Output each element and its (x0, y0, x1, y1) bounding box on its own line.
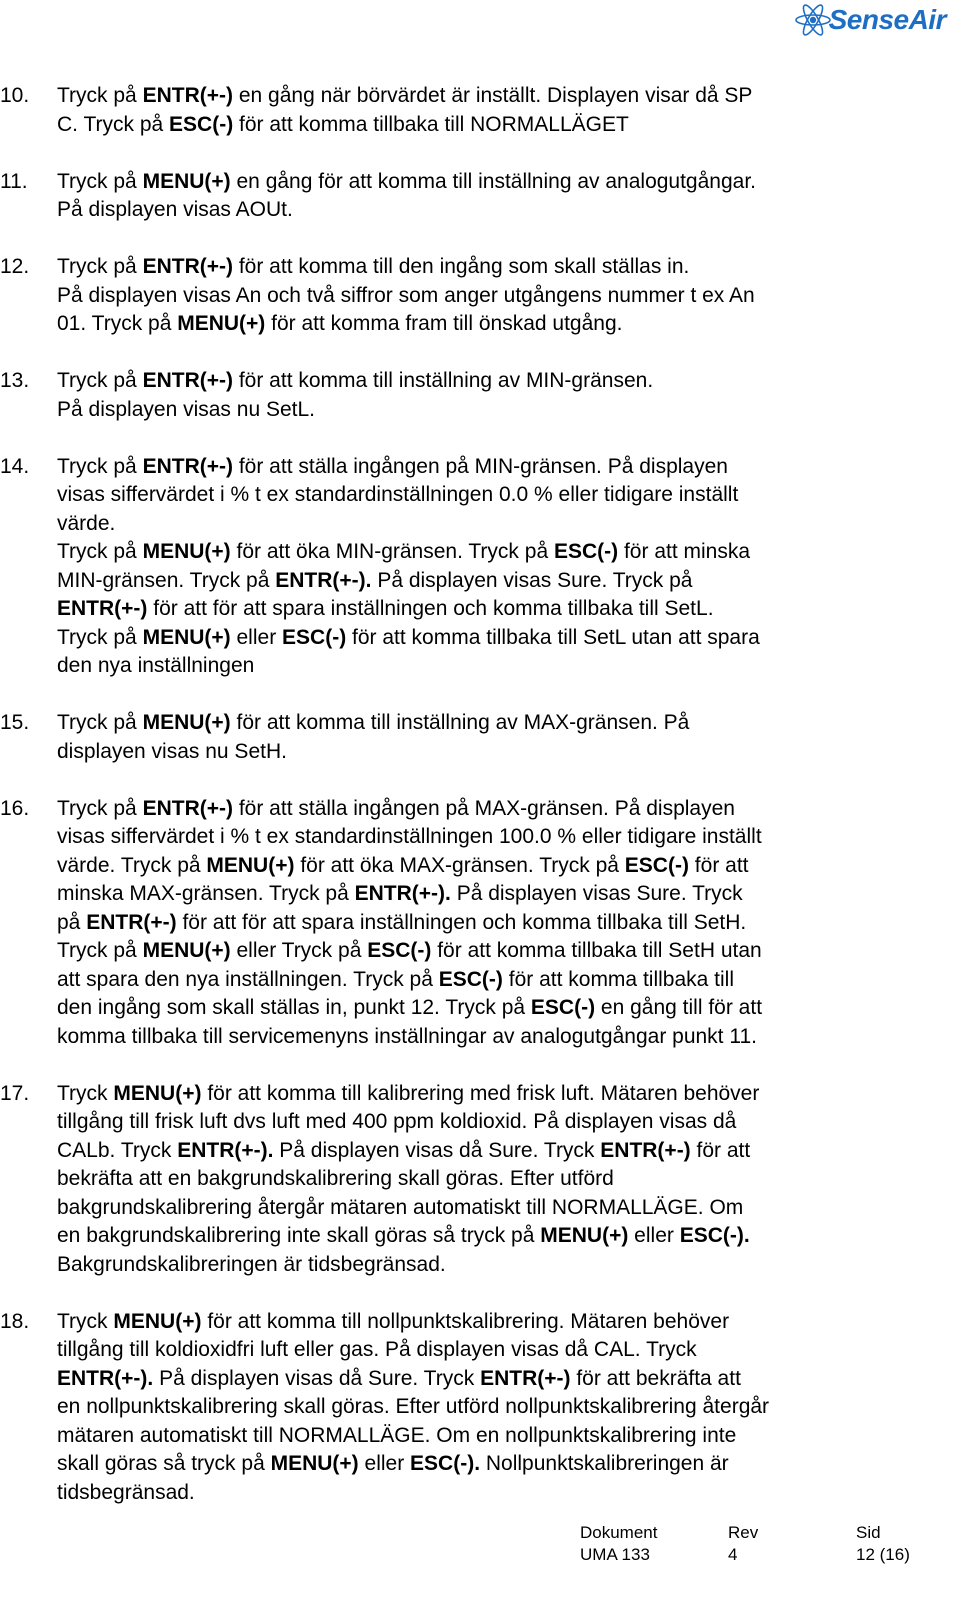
item-text-line (57, 367, 920, 396)
key-label: MENU(+) (177, 312, 266, 335)
text-segment: Tryck på (57, 84, 143, 107)
item-text-line (57, 1137, 920, 1166)
text-segment: Tryck (57, 1081, 114, 1105)
item-text-line (57, 567, 920, 596)
footer-revision: 4 (728, 1545, 738, 1564)
text-segment: CALb. Tryck (57, 1138, 178, 1162)
text-segment: eller (358, 1452, 411, 1475)
key-label: ENTR(+-). (275, 568, 372, 592)
text-segment: för att ställa ingången på MAX-gränsen. På displayen (233, 796, 735, 820)
item-text-line (57, 396, 920, 425)
item-text-line (57, 966, 920, 995)
key-label: ESC(-) (367, 939, 432, 962)
item-text-line (57, 111, 920, 140)
text-segment: mätaren automatiskt till NORMALLÄGE. Om en nollpunktskalibrering inte (57, 1423, 737, 1447)
item-number: 11. (0, 169, 28, 193)
key-label: ENTR(+-) (142, 255, 233, 278)
footer-page-number: 12 (16) (856, 1545, 910, 1564)
item-number: 13. (0, 369, 30, 392)
item-text-line (57, 1194, 920, 1223)
text-segment: en bakgrundskalibrering inte skall göras så tryck på (57, 1224, 541, 1247)
text-segment: eller Tryck på (230, 939, 368, 962)
text-segment: för att komma till inställning av MIN-gränsen. (233, 369, 654, 392)
item-text-line (57, 823, 920, 852)
key-label: ESC(-). (410, 1452, 481, 1475)
text-segment: På displayen visas då Sure. Tryck (153, 1366, 481, 1390)
text-segment: värde. (57, 511, 116, 535)
key-label: ENTR(+-) (142, 796, 233, 820)
text-segment: för att komma tillbaka till SetH utan (431, 939, 762, 962)
instruction-list (0, 82, 920, 1536)
text-segment: Tryck på (57, 796, 143, 820)
key-label: MENU(+) (540, 1224, 629, 1247)
text-segment: bekräfta att en bakgrundskalibrering skall göras. Efter utförd (57, 1167, 614, 1190)
key-label: ENTR(+-) (480, 1366, 571, 1390)
key-label: ENTR(+-). (57, 1366, 154, 1390)
text-segment: för att öka MIN-gränsen. Tryck på (230, 540, 554, 563)
footer-label-document: Dokument (580, 1523, 658, 1542)
item-text-line (57, 1251, 920, 1280)
text-segment: för att öka MAX-gränsen. Tryck på (294, 853, 625, 877)
key-label: ESC(-) (624, 853, 689, 877)
item-text-line (57, 453, 920, 482)
text-segment: Tryck på (57, 369, 143, 392)
text-segment: eller (628, 1224, 680, 1247)
list-item (0, 795, 920, 1052)
item-text-line (57, 937, 920, 966)
item-text-line (57, 168, 920, 197)
text-segment: en nollpunktskalibrering skall göras. Efter utförd nollpunktskalibrering återgår (57, 1395, 770, 1418)
item-text-line (57, 82, 920, 111)
text-segment: en gång till för att (595, 996, 763, 1019)
item-text-line (57, 1023, 920, 1052)
text-segment: På displayen visas Sure. Tryck på (371, 568, 693, 592)
item-text-line (57, 1479, 920, 1508)
item-number: 15. (0, 711, 30, 734)
text-segment: för att komma till den ingång som skall ställas in. (233, 255, 690, 278)
text-segment: för att för att spara inställningen och komma tillbaka till SetH. (176, 910, 747, 934)
text-segment: Tryck på (57, 540, 143, 563)
list-item (0, 168, 920, 225)
key-label: MENU(+) (113, 1081, 202, 1105)
item-text-line (57, 738, 920, 767)
text-segment: skall göras så tryck på (57, 1452, 271, 1475)
text-segment: Tryck på (57, 711, 143, 734)
text-segment: Tryck på (57, 939, 143, 962)
key-label: ENTR(+-) (142, 454, 233, 478)
item-text-line (57, 652, 920, 681)
key-label: ESC(-) (169, 112, 234, 136)
key-label: ENTR(+-). (354, 882, 451, 905)
page-footer (580, 1522, 910, 1566)
text-segment: för att för att spara inställningen och komma tillbaka till SetL. (147, 597, 714, 620)
text-segment: På displayen visas An och två siffror som anger utgångens nummer t ex An (57, 283, 755, 307)
text-segment: Tryck på (57, 169, 143, 193)
footer-values (580, 1544, 910, 1566)
logo-text: SenseAir (828, 4, 946, 35)
text-segment: värde. Tryck på (57, 853, 207, 877)
text-segment: för att komma tillbaka till SetL utan att spara (346, 625, 760, 649)
item-text-line (57, 994, 920, 1023)
item-text-line (57, 510, 920, 539)
item-text-line (57, 595, 920, 624)
key-label: ENTR(+-) (86, 910, 177, 934)
item-number: 14. (0, 454, 30, 478)
item-text-line (57, 1393, 920, 1422)
text-segment: komma tillbaka till servicemenyns inställningar av analogutgångar punkt 11. (57, 1024, 757, 1048)
item-text-line (57, 852, 920, 881)
text-segment: eller (230, 625, 283, 649)
text-segment: minska MAX-gränsen. Tryck på (57, 882, 355, 905)
text-segment: visas siffervärdet i % t ex standardinställningen 0.0 % eller tidigare inställt (57, 483, 739, 506)
footer-document-number: UMA 133 (580, 1545, 650, 1564)
text-segment: bakgrundskalibrering återgår mätaren automatiskt till NORMALLÄGE. Om (57, 1195, 744, 1219)
list-item (0, 453, 920, 681)
text-segment: MIN-gränsen. Tryck på (57, 568, 276, 592)
item-text-line (57, 709, 920, 738)
text-segment: 01. Tryck på (57, 312, 178, 335)
text-segment: för att komma till nollpunktskalibrering. Mätaren behöver (201, 1309, 730, 1333)
text-segment: för att (690, 1138, 751, 1162)
text-segment: Tryck på (57, 454, 143, 478)
item-text-line (57, 1365, 920, 1394)
text-segment: för att komma till kalibrering med frisk luft. Mätaren behöver (201, 1081, 760, 1105)
item-text-line (57, 1165, 920, 1194)
footer-label-rev: Rev (728, 1523, 759, 1542)
senseair-logo (793, 2, 946, 38)
item-text-line (57, 1080, 920, 1109)
key-label: ENTR(+-) (142, 369, 233, 392)
key-label: MENU(+) (142, 711, 231, 734)
key-label: MENU(+) (142, 540, 231, 563)
item-text-line (57, 481, 920, 510)
item-text-line (57, 282, 920, 311)
text-segment: tillgång till frisk luft dvs luft med 400 ppm koldioxid. På displayen visas då (57, 1110, 737, 1133)
text-segment: På displayen visas AOUt. (57, 198, 293, 221)
list-item (0, 82, 920, 139)
text-segment: C. Tryck på (57, 112, 170, 136)
text-segment: att spara den nya inställningen. Tryck på (57, 967, 439, 991)
text-segment: för att (688, 853, 749, 877)
item-number: 18. (0, 1309, 30, 1333)
logo-star-icon (793, 2, 833, 38)
text-segment: för att minska (618, 540, 751, 563)
item-text-line (57, 253, 920, 282)
list-item (0, 1308, 920, 1508)
item-text-line (57, 1308, 920, 1337)
footer-labels (580, 1522, 910, 1544)
list-item (0, 1080, 920, 1280)
footer-label-page: Sid (856, 1523, 881, 1542)
key-label: ESC(-) (438, 967, 503, 991)
text-segment: Tryck på (57, 255, 143, 278)
text-segment: tillgång till koldioxidfri luft eller gas. På displayen visas då CAL. Tryck (57, 1338, 697, 1361)
key-label: MENU(+) (142, 169, 231, 193)
text-segment: visas siffervärdet i % t ex standardinställningen 100.0 % eller tidigare inställt (57, 825, 762, 848)
item-text-line (57, 1422, 920, 1451)
text-segment: den nya inställningen (57, 654, 255, 677)
text-segment: för att bekräfta att (570, 1366, 741, 1390)
key-label: ENTR(+-). (177, 1138, 274, 1162)
item-number: 17. (0, 1081, 30, 1105)
text-segment: en gång när börvärdet är inställt. Displayen visar då SP (233, 84, 753, 107)
text-segment: för att komma tillbaka till (502, 967, 734, 991)
item-number: 12. (0, 255, 30, 278)
key-label: ESC(-). (679, 1224, 750, 1247)
list-item (0, 367, 920, 424)
text-segment: för att komma till inställning av MAX-gränsen. På (230, 711, 690, 734)
key-label: ENTR(+-) (600, 1138, 691, 1162)
text-segment: På displayen visas nu SetL. (57, 397, 315, 421)
key-label: MENU(+) (113, 1309, 202, 1333)
item-number: 10. (0, 84, 30, 107)
list-item (0, 253, 920, 339)
list-item (0, 709, 920, 766)
item-text-line (57, 310, 920, 339)
item-text-line (57, 624, 920, 653)
item-text-line (57, 880, 920, 909)
text-segment: Tryck (57, 1309, 114, 1333)
text-segment: Tryck på (57, 625, 143, 649)
item-number: 16. (0, 796, 30, 820)
key-label: MENU(+) (270, 1452, 359, 1475)
text-segment: en gång för att komma till inställning av analogutgångar. (230, 169, 756, 193)
item-text-line (57, 1222, 920, 1251)
key-label: MENU(+) (206, 853, 295, 877)
text-segment: för att ställa ingången på MIN-gränsen. På displayen (233, 454, 728, 478)
text-segment: den ingång som skall ställas in, punkt 12. Tryck på (57, 996, 531, 1019)
key-label: ESC(-) (282, 625, 347, 649)
item-text-line (57, 1450, 920, 1479)
text-segment: Bakgrundskalibreringen är tidsbegränsad. (57, 1252, 446, 1276)
item-text-line (57, 196, 920, 225)
text-segment: på (57, 910, 87, 934)
item-text-line (57, 1108, 920, 1137)
text-segment: för att komma fram till önskad utgång. (265, 312, 623, 335)
text-segment: På displayen visas då Sure. Tryck (273, 1138, 601, 1162)
key-label: ESC(-) (530, 996, 596, 1019)
item-text-line (57, 538, 920, 567)
text-segment: Nollpunktskalibreringen är (480, 1452, 729, 1475)
text-segment: för att komma tillbaka till NORMALLÄGET (233, 112, 629, 136)
item-text-line (57, 909, 920, 938)
key-label: MENU(+) (142, 625, 231, 649)
item-text-line (57, 1336, 920, 1365)
text-segment: tidsbegränsad. (57, 1480, 195, 1504)
key-label: MENU(+) (142, 939, 231, 962)
key-label: ENTR(+-) (57, 597, 148, 620)
key-label: ENTR(+-) (142, 84, 233, 107)
item-text-line (57, 795, 920, 824)
key-label: ESC(-) (553, 540, 619, 563)
text-segment: På displayen visas Sure. Tryck (450, 882, 743, 905)
text-segment: displayen visas nu SetH. (57, 739, 287, 763)
